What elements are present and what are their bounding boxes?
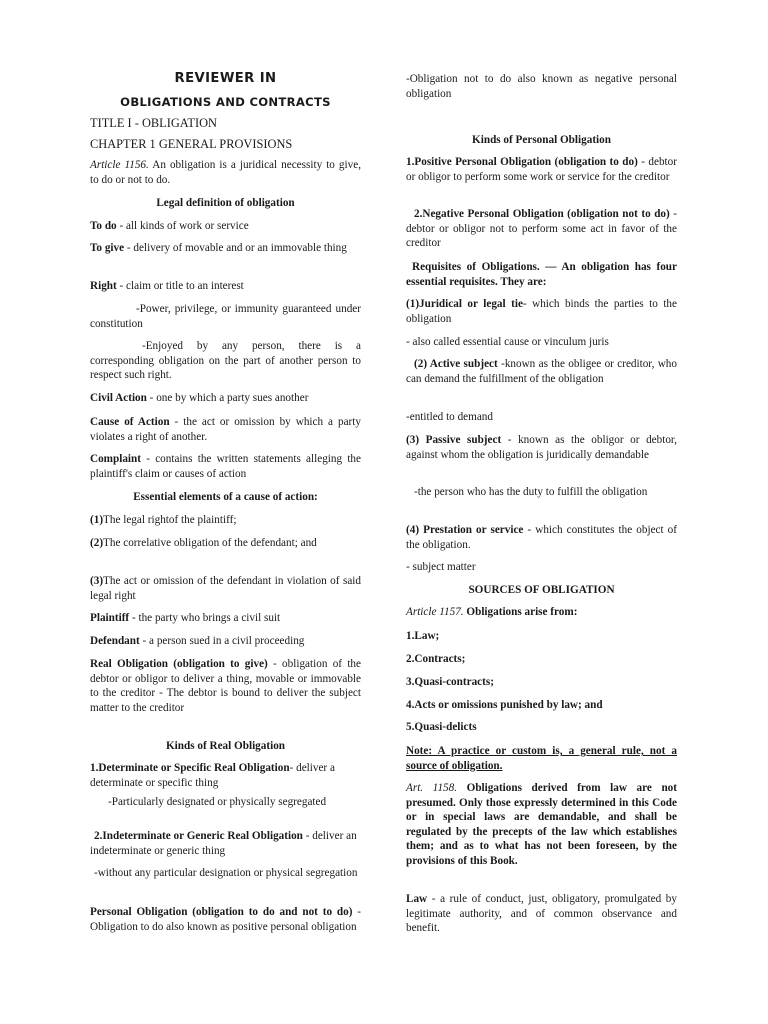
definition: - deliver a determinate or specific thing bbox=[90, 762, 335, 789]
definition: -debtor or obligor not to perform some act in favor of the creditor bbox=[406, 208, 677, 250]
definition: - the act or omission by which a party violates a right of another. bbox=[90, 416, 361, 443]
definition: - known as the obligor or debtor, against whom the obligation is juridically demandable bbox=[406, 434, 678, 461]
section-heading-kinds-real bbox=[90, 739, 361, 754]
list-number: (3) bbox=[90, 575, 104, 587]
article-label: Article 1156. bbox=[90, 159, 149, 171]
requisite-2 bbox=[406, 357, 677, 386]
term: To give bbox=[90, 242, 125, 254]
definition-right bbox=[90, 279, 361, 294]
list-number: (1) bbox=[90, 514, 104, 526]
chapter-heading: CHAPTER 1 GENERAL PROVISIONS bbox=[90, 137, 293, 151]
element-1 bbox=[90, 513, 361, 528]
right-enjoyed: -Enjoyed by any person, there is a corresponding obligation on the part of another person to respect such right. bbox=[90, 340, 361, 382]
list-text: 3.Quasi-contracts; bbox=[406, 676, 494, 688]
source-item-4 bbox=[406, 698, 677, 713]
term: Real Obligation (obligation to give) bbox=[90, 658, 268, 670]
definition: - claim or title to an interest bbox=[116, 280, 244, 292]
definition-personal-obligation bbox=[90, 905, 361, 934]
term: (1)Juridical or legal tie bbox=[406, 298, 523, 310]
article-1158 bbox=[406, 781, 677, 869]
article-1157 bbox=[406, 605, 677, 620]
kind-real-1-sub: -Particularly designated or physically segregated bbox=[108, 796, 327, 808]
definition: - which binds the parties to the obligation bbox=[406, 298, 677, 325]
definition-law bbox=[406, 892, 677, 936]
definition: - debtor or obligor to perform some work or service for the creditor bbox=[406, 156, 677, 183]
element-3 bbox=[90, 574, 361, 603]
document-subtitle: OBLIGATIONS AND CONTRACTS bbox=[120, 95, 331, 109]
term: Personal Obligation (obligation to do and not to do) bbox=[90, 906, 353, 918]
term: Law bbox=[406, 893, 428, 905]
source-item-3 bbox=[406, 675, 677, 690]
requisite-1 bbox=[406, 297, 677, 326]
definition-civil-action bbox=[90, 391, 361, 406]
definition: - deliver an indeterminate or generic thing bbox=[90, 830, 357, 857]
definition-defendant bbox=[90, 634, 361, 649]
definition: - all kinds of work or service bbox=[116, 220, 249, 232]
definition-to-do bbox=[90, 219, 361, 234]
term: (3) Passive subject bbox=[406, 434, 502, 446]
definition: - contains the written statements alleging the plaintiff's claim or causes of action bbox=[90, 453, 361, 480]
list-text: 2.Contracts; bbox=[406, 653, 466, 665]
definition-plaintiff bbox=[90, 611, 361, 626]
source-item-2 bbox=[406, 652, 677, 667]
definition-complaint bbox=[90, 452, 361, 481]
heading-text: Requisites of Obligations. — An obligation has four essential requisites. They are: bbox=[406, 261, 677, 288]
term: 1.Determinate or Specific Real Obligation bbox=[90, 762, 290, 774]
kind-personal-2 bbox=[406, 207, 677, 251]
source-item-5 bbox=[406, 720, 677, 735]
negative-personal-line: -Obligation not to do also known as negative personal obligation bbox=[406, 73, 677, 100]
requisite-3-sub: -the person who has the duty to fulfill the obligation bbox=[414, 486, 648, 498]
term: (2) Active subject bbox=[414, 358, 498, 370]
section-heading-kinds-personal bbox=[406, 133, 677, 148]
section-heading-legal-definition bbox=[90, 196, 361, 211]
article-text: An obligation is a juridical necessity to give, to do or not to do. bbox=[90, 159, 361, 186]
list-text: The correlative obligation of the defendant; and bbox=[103, 537, 317, 549]
kind-real-1 bbox=[90, 761, 361, 790]
requisite-3 bbox=[406, 433, 677, 462]
term: 2.Negative Personal Obligation (obligation not to do) bbox=[414, 208, 670, 220]
heading-text: Kinds of Personal Obligation bbox=[472, 134, 611, 146]
section-heading-elements bbox=[90, 490, 361, 505]
term: (4) Prestation or service bbox=[406, 524, 524, 536]
definition: - obligation of the debtor or obligor to deliver a thing, movable or immovable to the creditor - The debtor is bound to deliver the subject matter to the creditor bbox=[90, 658, 361, 714]
requisites-heading bbox=[406, 260, 677, 289]
requisite-4-sub: - subject matter bbox=[406, 561, 476, 573]
list-text: 5.Quasi-delicts bbox=[406, 721, 477, 733]
article-text: Obligations arise from: bbox=[463, 606, 578, 618]
definition-cause-of-action bbox=[90, 415, 361, 444]
list-text: The legal rightof the plaintiff; bbox=[103, 514, 237, 526]
term: Cause of Action bbox=[90, 416, 170, 428]
term: 2.Indeterminate or Generic Real Obligation bbox=[94, 830, 303, 842]
article-label: Article 1157. bbox=[406, 606, 464, 618]
element-2 bbox=[90, 536, 361, 551]
section-heading-sources bbox=[406, 583, 677, 598]
term: To do bbox=[90, 220, 117, 232]
right-power: -Power, privilege, or immunity guaranteed under constitution bbox=[90, 303, 361, 330]
term: 1.Positive Personal Obligation (obligation to do) bbox=[406, 156, 638, 168]
definition: - which constitutes the object of the obligation. bbox=[406, 524, 677, 551]
definition-to-give bbox=[90, 241, 361, 256]
term: Civil Action bbox=[90, 392, 147, 404]
requisite-1-sub: - also called essential cause or vinculum juris bbox=[406, 336, 609, 348]
heading-text: Kinds of Real Obligation bbox=[165, 740, 286, 752]
kind-real-2-sub: -without any particular designation or physical segregation bbox=[94, 867, 358, 879]
term: Right bbox=[90, 280, 117, 292]
term: Plaintiff bbox=[90, 612, 130, 624]
requisite-4 bbox=[406, 523, 677, 552]
term: Complaint bbox=[90, 453, 141, 465]
definition: - one by which a party sues another bbox=[146, 392, 309, 404]
list-text: The act or omission of the defendant in violation of said legal right bbox=[90, 575, 361, 602]
kind-personal-1 bbox=[406, 155, 677, 184]
title-heading: TITLE I - OBLIGATION bbox=[90, 116, 217, 130]
note-text: Note: A practice or custom is, a general rule, not a source of obligation. bbox=[406, 745, 677, 772]
kind-real-2 bbox=[90, 829, 361, 858]
definition: - a rule of conduct, just, obligatory, promulgated by legitimate authority, and of common observance and benefit. bbox=[406, 893, 677, 935]
definition-real-obligation bbox=[90, 657, 361, 715]
list-number: (2) bbox=[90, 537, 104, 549]
definition: - a person sued in a civil proceeding bbox=[139, 635, 305, 647]
heading-text: Essential elements of a cause of action: bbox=[133, 491, 318, 503]
article-text: Obligations derived from law are not presumed. Only those expressly determined in this Code or in special laws are demandable, and shall be regulated by the precepts of the law which establishes them; and as to what has not been foreseen, by the provisions of this Book. bbox=[406, 782, 678, 867]
note bbox=[406, 744, 677, 773]
article-1156 bbox=[90, 158, 361, 187]
list-text: 4.Acts or omissions punished by law; and bbox=[406, 699, 603, 711]
definition: - delivery of movable and or an immovable thing bbox=[124, 242, 347, 254]
list-text: 1.Law; bbox=[406, 630, 440, 642]
heading-text: Legal definition of obligation bbox=[156, 197, 295, 209]
definition: - the party who brings a civil suit bbox=[129, 612, 281, 624]
definition: -Obligation to do also known as positive personal obligation bbox=[90, 906, 361, 933]
requisite-2-sub: -entitled to demand bbox=[406, 411, 493, 423]
document-title: REVIEWER IN bbox=[174, 71, 277, 86]
term: Defendant bbox=[90, 635, 140, 647]
definition: -known as the obligee or creditor, who can demand the fulfillment of the obligation bbox=[406, 358, 677, 385]
heading-text: SOURCES OF OBLIGATION bbox=[468, 584, 615, 596]
article-label: Art. 1158. bbox=[406, 782, 458, 794]
source-item-1 bbox=[406, 629, 677, 644]
